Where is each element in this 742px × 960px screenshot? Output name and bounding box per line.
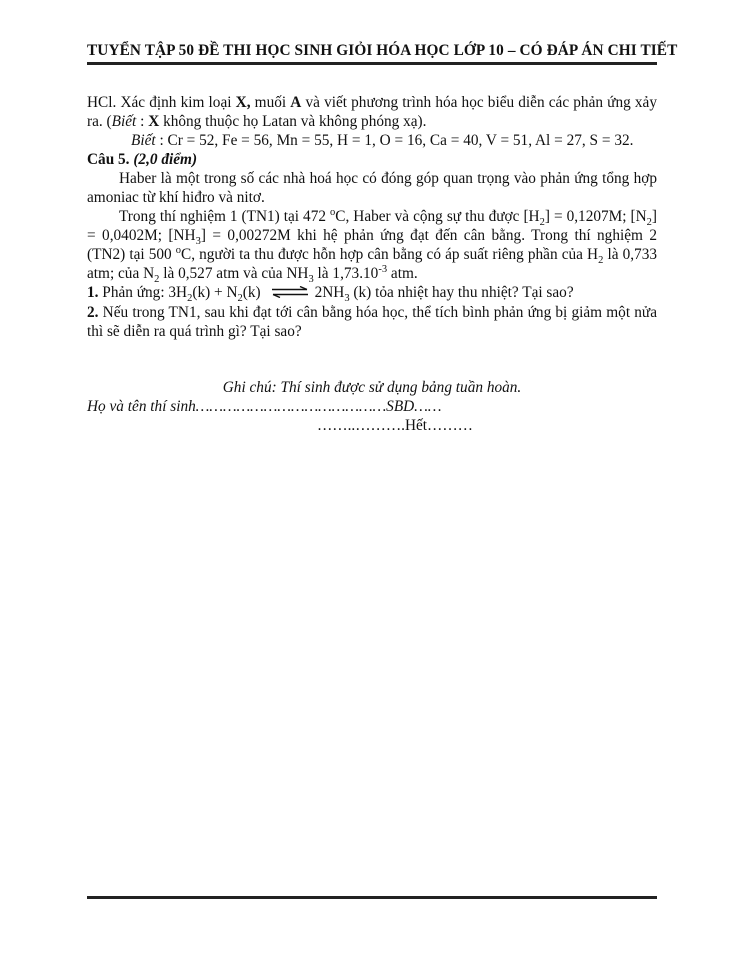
sub-question-number: 2. [87, 303, 99, 321]
page-header: TUYỂN TẬP 50 ĐỀ THI HỌC SINH GIỎI HÓA HỌC LỚP 10 – CÓ ĐÁP ÁN CHI TIẾT [87, 42, 678, 59]
subscript: 3 [344, 293, 350, 305]
text: HCl. Xác định kim loại [87, 94, 236, 111]
superscript: -3 [378, 263, 388, 275]
subscript: 2 [646, 217, 652, 229]
text: là 1,73.10 [313, 265, 379, 282]
biet-label: Biết [111, 113, 137, 130]
question-5-heading [87, 150, 657, 169]
question-points: (2,0 điểm) [129, 151, 198, 168]
paragraph-haber-intro: Haber là một trong số các nhà hoá học có đóng góp quan trọng vào phản ứng tổng hợp amoniac từ khí hiđro và nitơ. [87, 170, 657, 206]
text: 2NH [314, 284, 345, 301]
footer-rule [87, 896, 657, 899]
subscript: 2 [187, 293, 193, 305]
text: là 0,527 atm và của NH [159, 265, 309, 282]
text: : [136, 113, 149, 130]
subscript: 3 [195, 236, 201, 248]
text: (k) + N [192, 284, 238, 301]
text: ] = 0,0402M; [NH [87, 208, 657, 244]
text: không thuộc họ Latan và không phóng xạ). [159, 113, 427, 130]
atomic-masses-text: : Cr = 52, Fe = 56, Mn = 55, H = 1, O = 16, Ca = 40, V = 51, Al = 27, S = 32. [155, 132, 634, 149]
header-rule [87, 62, 657, 65]
content [87, 93, 657, 435]
note: Ghi chú: Thí sinh được sử dụng bảng tuần hoàn. [222, 378, 522, 396]
text: C, người ta thu được hỗn hợp cân bằng có áp suất riêng phần của H [181, 246, 599, 263]
text: và viết phương trình hóa học biểu diễn các phản ứng xảy ra. ( [87, 94, 657, 130]
text: Phản ứng: 3H [98, 284, 188, 301]
paragraph-experiments [87, 206, 657, 286]
bold-x: X, [235, 94, 251, 111]
biet-label: Biết [131, 132, 156, 149]
text: C, Haber và cộng sự thu được [H [335, 208, 540, 225]
sub-question-number: 1. [87, 284, 99, 301]
superscript: o [175, 244, 182, 256]
paragraph-question-4-end [87, 93, 657, 131]
candidate-signature-line: Họ và tên thí sinh……………………………………SBD…… [87, 397, 442, 415]
text: Trong thí nghiệm 1 (TN1) tại 472 [119, 208, 330, 225]
question-label: Câu 5. [87, 151, 130, 168]
text: (k) tỏa nhiệt hay thu nhiệt? Tại sao? [349, 284, 574, 301]
text: là 0,733 atm; của N [87, 246, 657, 282]
sub-question-1 [87, 283, 657, 303]
text: (k) [242, 284, 261, 301]
text: atm. [387, 265, 418, 282]
superscript: o [330, 206, 336, 218]
subscript: 3 [308, 274, 314, 286]
bold-a: A [290, 94, 302, 111]
subscript: 2 [598, 255, 604, 267]
text: ] = 0,00272M khi hệ phản ứng đạt đến cân bằng. Trong thí nghiệm 2 (TN2) tại 500 [87, 227, 657, 263]
sub-question-2 [87, 303, 657, 341]
text: muối [250, 94, 291, 111]
atomic-masses [87, 131, 657, 150]
end-marker: ……..……….Hết……… [317, 416, 473, 434]
subscript: 2 [237, 293, 243, 305]
subscript: 2 [539, 217, 545, 229]
text: Nếu trong TN1, sau khi đạt tới cân bằng hóa học, thể tích bình phản ứng bị giảm một nửa thì sẽ diễn ra quá trình gì? Tại sao? [87, 303, 657, 340]
equilibrium-arrow-icon [271, 284, 309, 303]
text: ] = 0,1207M; [N [544, 208, 647, 225]
bold-x: X [148, 113, 160, 130]
subscript: 2 [154, 274, 160, 286]
